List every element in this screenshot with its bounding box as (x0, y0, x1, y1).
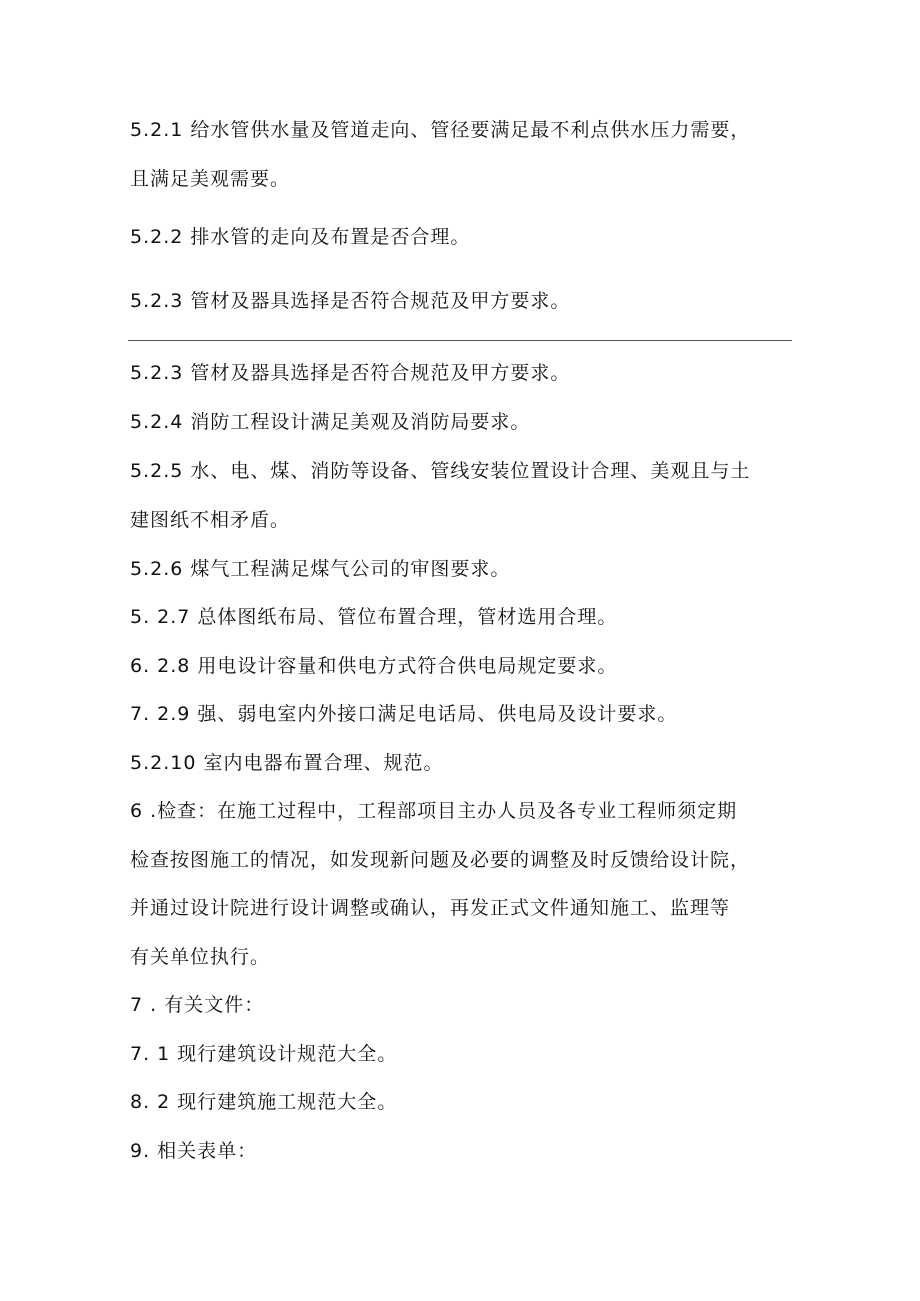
related-documents-heading: 7 . 有关文件： (130, 994, 265, 1016)
horizontal-divider (128, 340, 792, 341)
clause-5-2-5-line-1: 5.2.5 水、电、煤、消防等设备、管线安装位置设计合理、美观且与土 (130, 460, 751, 482)
clause-5-2-1-line-1: 5.2.1 给水管供水量及管道走向、管径要满足最不利点供水压力需要， (130, 119, 751, 141)
clause-5-2-3: 5.2.3 管材及器具选择是否符合规范及甲方要求。 (130, 362, 571, 384)
clause-5-2-1-line-2: 且满足美观需要。 (130, 168, 291, 190)
inspection-line-4: 有关单位执行。 (130, 946, 271, 968)
clause-5-2-6: 5.2.6 煤气工程满足煤气公司的审图要求。 (130, 558, 511, 580)
inspection-line-3: 并通过设计院进行设计调整或确认，再发正式文件通知施工、监理等 (130, 897, 731, 919)
clause-5-2-3-top: 5.2.3 管材及器具选择是否符合规范及甲方要求。 (130, 290, 571, 312)
inspection-line-2: 检查按图施工的情况，如发现新问题及必要的调整及时反馈给设计院， (130, 849, 751, 871)
clause-6-2-8: 6. 2.8 用电设计容量和供电方式符合供电局规定要求。 (130, 655, 618, 677)
clause-7-2-9: 7. 2.9 强、弱电室内外接口满足电话局、供电局及设计要求。 (130, 703, 678, 725)
related-document-2: 8. 2 现行建筑施工规范大全。 (130, 1091, 398, 1113)
clause-5-2-4: 5.2.4 消防工程设计满足美观及消防局要求。 (130, 411, 531, 433)
inspection-line-1: 6 .检查：在施工过程中，工程部项目主办人员及各专业工程师须定期 (130, 800, 738, 822)
related-forms-heading: 9. 相关表单： (130, 1140, 258, 1162)
related-document-1: 7. 1 现行建筑设计规范大全。 (130, 1043, 398, 1065)
clause-5-2-10: 5.2.10 室内电器布置合理、规范。 (130, 752, 444, 774)
clause-5-2-2: 5.2.2 排水管的走向及布置是否合理。 (130, 226, 471, 248)
clause-5-2-7: 5. 2.7 总体图纸布局、管位布置合理，管材选用合理。 (130, 606, 618, 628)
clause-5-2-5-line-2: 建图纸不相矛盾。 (130, 509, 291, 531)
